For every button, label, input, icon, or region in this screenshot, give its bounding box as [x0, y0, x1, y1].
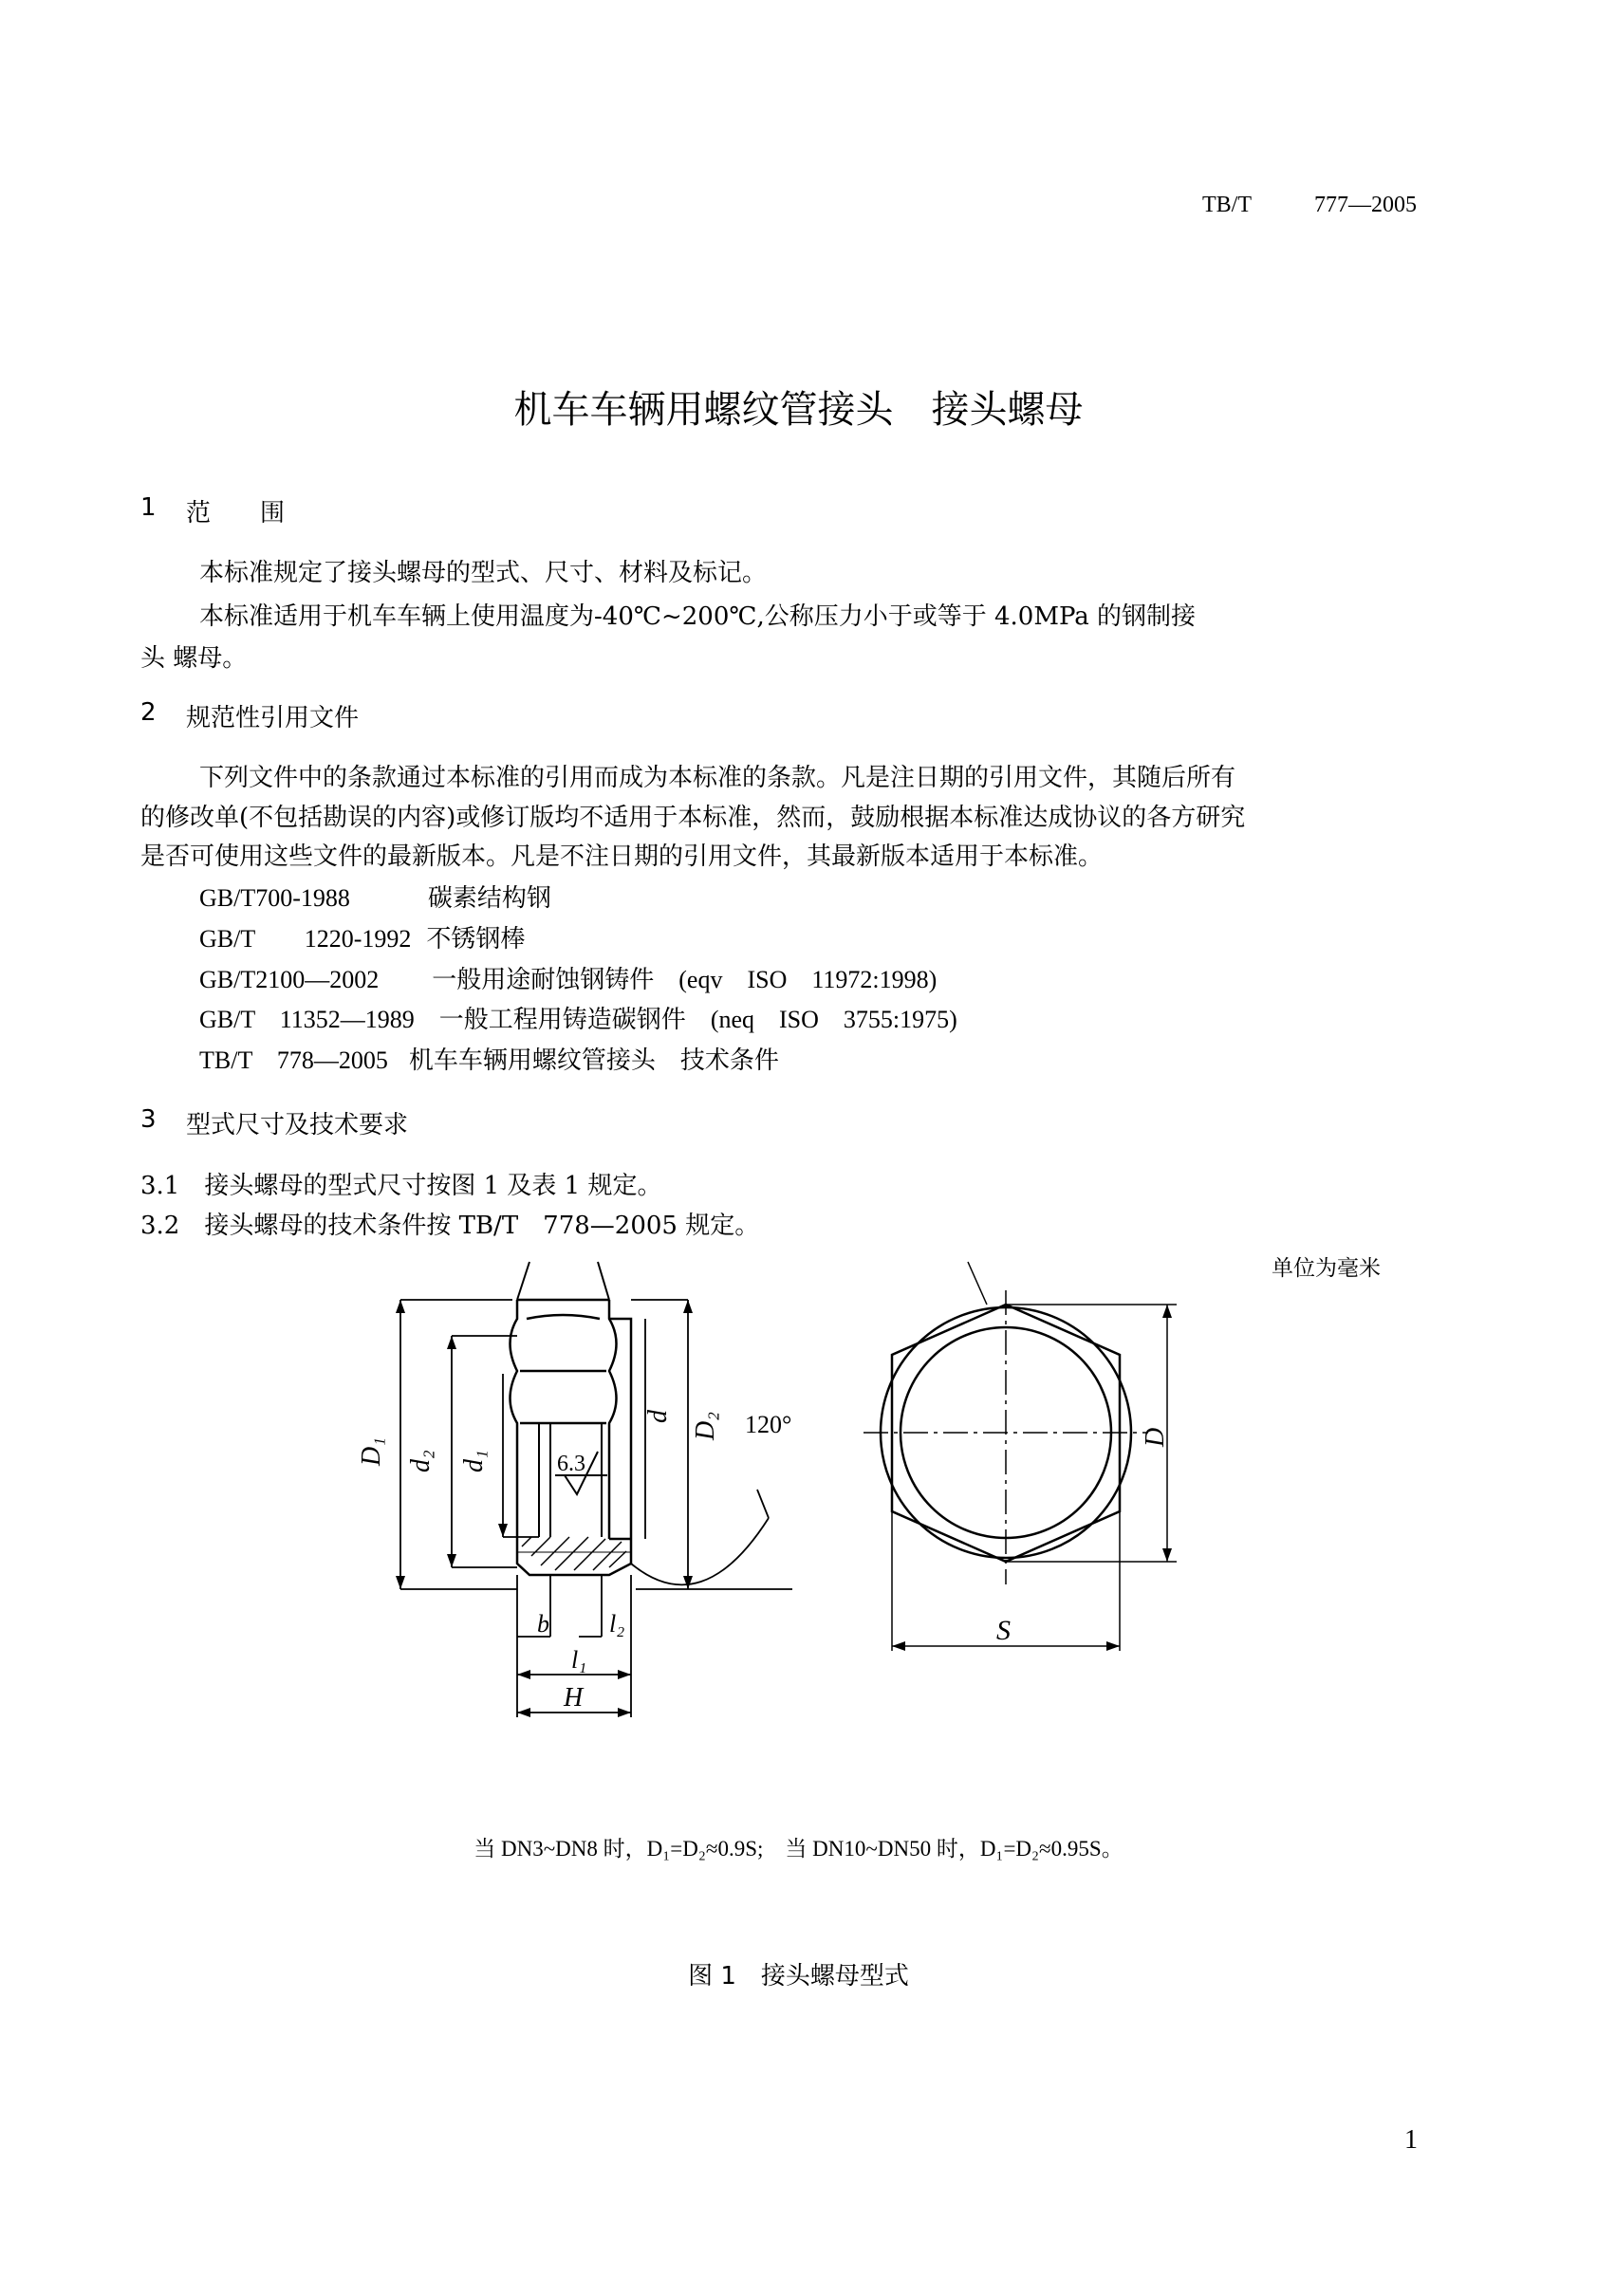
reference-note: (neq ISO 3755:1975)	[710, 1006, 957, 1033]
header-standard-code: TB/T	[1202, 193, 1252, 217]
dim-label-S: S	[996, 1615, 1011, 1646]
section-3-item-1: 3.1 接头螺母的型式尺寸按图 1 及表 1 规定。	[140, 1172, 662, 1200]
section-2-number: 2	[140, 698, 157, 727]
section-3-number: 3	[140, 1105, 157, 1134]
unit-note: 单位为毫米	[1272, 1256, 1381, 1281]
figure-note: 当 DN3~DN8 时，D₁=D₂≈0.9S; 当 DN10~DN50 时，D₁=D₂≈0.95S。	[474, 1837, 1123, 1861]
dim-label-d: d	[643, 1410, 673, 1423]
reference-item	[199, 919, 525, 954]
section-2-intro-line-2: 的修改单(不包括勘误的内容)或修订版均不适用于本标准，然而，鼓励根据本标准达成协议的各方研究	[140, 804, 1246, 832]
dim-label-D: D	[1141, 1427, 1170, 1447]
figure-caption: 图 1 接头螺母型式	[688, 1962, 909, 1990]
header-standard-number: 777—2005	[1314, 193, 1417, 217]
reference-name: 机车车辆用螺纹管接头 技术条件	[408, 1046, 779, 1074]
reference-code: TB/T 778—2005	[199, 1046, 388, 1074]
dim-label-D2: D₂	[691, 1412, 720, 1440]
reference-item	[199, 1041, 779, 1076]
section-3-item-2: 3.2 接头螺母的技术条件按 TB/T 778—2005 规定。	[140, 1212, 760, 1240]
dim-label-b: b	[537, 1610, 549, 1638]
reference-name: 一般用途耐蚀钢铸件	[432, 966, 655, 993]
reference-name: 不锈钢棒	[426, 925, 526, 953]
page-number: 1	[1404, 2125, 1418, 2155]
reference-item	[199, 1000, 957, 1035]
section-3-title: 型式尺寸及技术要求	[186, 1111, 409, 1139]
reference-item	[199, 879, 551, 914]
dim-label-D1: D₁	[357, 1437, 386, 1466]
angle-label: 120°	[745, 1411, 792, 1438]
section-2-intro-line-3: 是否可使用这些文件的最新版本。凡是不注日期的引用文件，其最新版本适用于本标准。	[140, 842, 1104, 871]
section-1-title: 范 围	[186, 499, 286, 528]
reference-name: 碳素结构钢	[427, 884, 551, 912]
reference-item	[199, 960, 937, 995]
section-1-para-2-line-2: 头 螺母。	[140, 644, 248, 673]
dim-label-l1: l₁	[571, 1646, 587, 1674]
reference-note: (eqv ISO 11972:1998)	[678, 966, 938, 993]
roughness-label: 6.3	[557, 1452, 585, 1476]
reference-code: GB/T 11352—1989	[199, 1006, 415, 1033]
section-1-number: 1	[140, 493, 157, 522]
dim-label-H: H	[564, 1683, 584, 1713]
section-1-para-2-line-1: 本标准适用于机车车辆上使用温度为-40℃~200℃,公称压力小于或等于 4.0MPa 的钢制接	[199, 602, 1197, 631]
reference-code: GB/T700-1988	[199, 884, 350, 912]
dim-label-d2: d₂	[406, 1450, 436, 1472]
nut-technical-drawing	[357, 1262, 1215, 1736]
reference-code: GB/T 1220-1992	[199, 925, 412, 953]
dim-label-d1: d₁	[459, 1450, 489, 1472]
section-1-para-1: 本标准规定了接头螺母的型式、尺寸、材料及标记。	[199, 559, 768, 587]
dim-label-l2: l₂	[609, 1610, 625, 1638]
section-2-title: 规范性引用文件	[186, 704, 360, 732]
reference-name: 一般工程用铸造碳钢件	[438, 1006, 686, 1033]
page-title: 机车车辆用螺纹管接头 接头螺母	[513, 388, 1084, 432]
section-2-intro-line-1: 下列文件中的条款通过本标准的引用而成为本标准的条款。凡是注日期的引用文件，其随后所有	[199, 764, 1236, 792]
reference-code: GB/T2100—2002	[199, 966, 380, 993]
